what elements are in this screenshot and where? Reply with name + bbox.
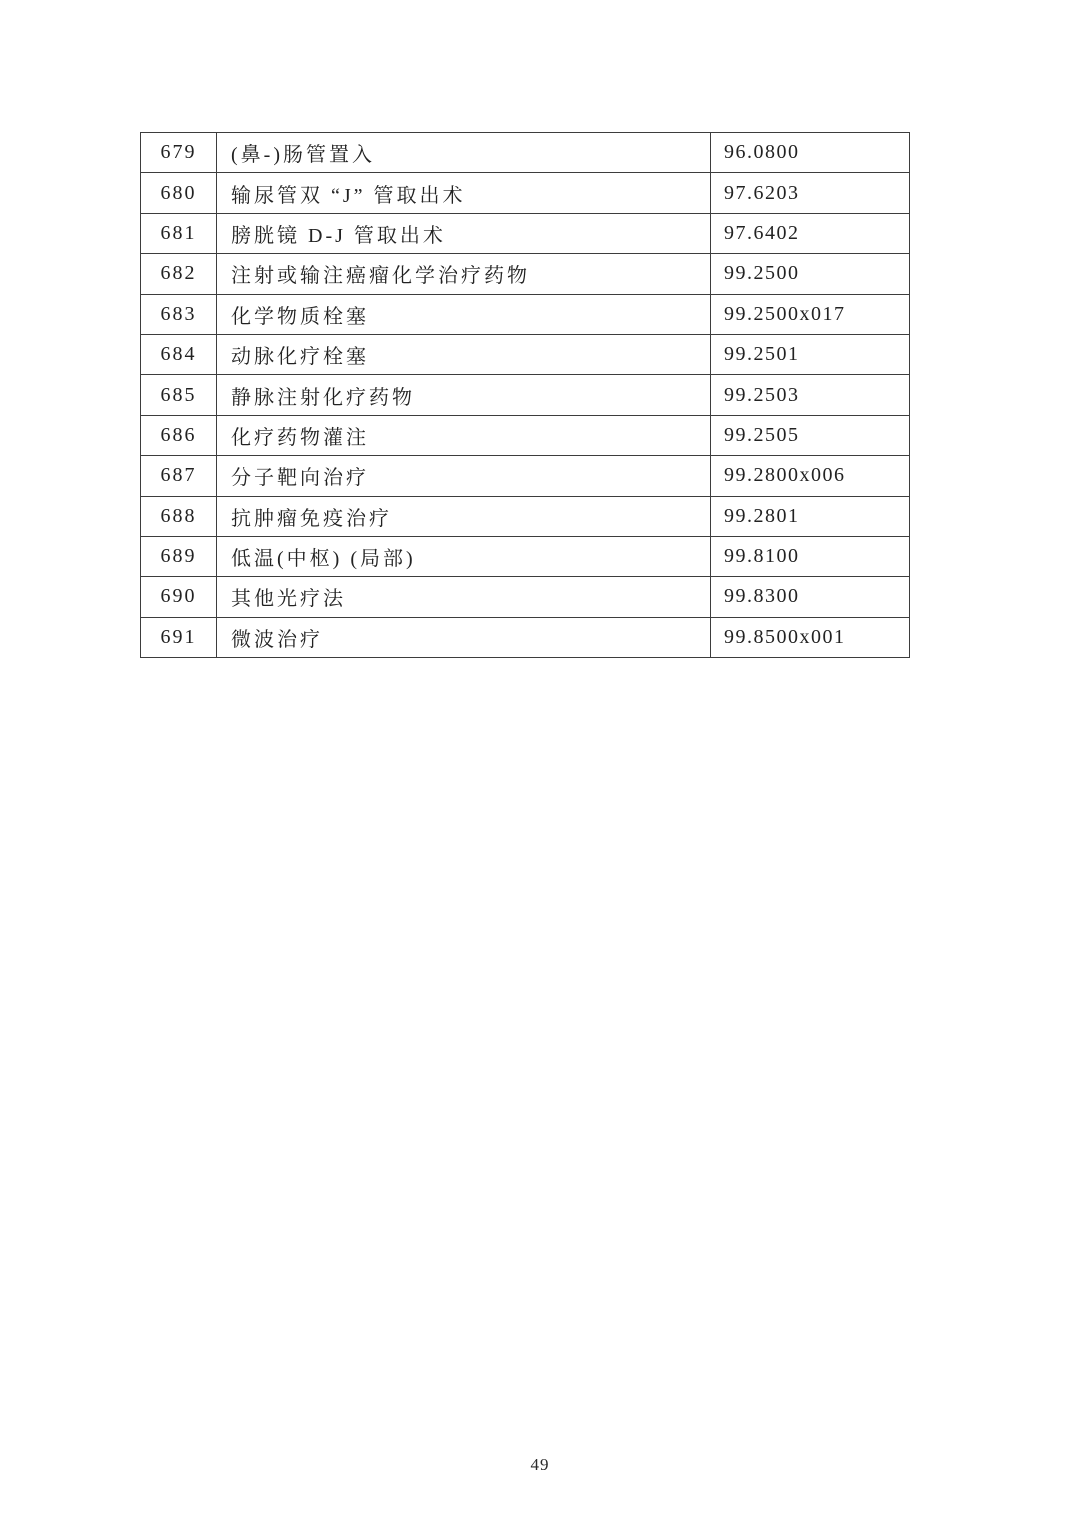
procedure-code-cell: 99.2800x006 — [711, 456, 910, 496]
procedure-code-cell: 99.2503 — [711, 375, 910, 415]
row-index-cell: 686 — [141, 415, 217, 455]
procedure-name-cell: 注射或输注癌瘤化学治疗药物 — [217, 254, 711, 294]
procedure-code-cell: 99.2801 — [711, 496, 910, 536]
table-row — [141, 334, 910, 374]
row-index-cell: 687 — [141, 456, 217, 496]
table-row — [141, 294, 910, 334]
procedure-name-cell: 化学物质栓塞 — [217, 294, 711, 334]
row-index-cell: 691 — [141, 617, 217, 657]
table-row — [141, 617, 910, 657]
table-row — [141, 415, 910, 455]
procedure-name-cell: 微波治疗 — [217, 617, 711, 657]
table-row — [141, 133, 910, 173]
table-row — [141, 173, 910, 213]
table-row — [141, 496, 910, 536]
procedure-code-table-body — [141, 133, 910, 658]
row-index-cell: 679 — [141, 133, 217, 173]
page-number: 49 — [530, 1455, 550, 1474]
procedure-code-cell: 99.8100 — [711, 536, 910, 576]
procedure-code-cell: 99.8300 — [711, 577, 910, 617]
procedure-code-table — [140, 132, 910, 658]
procedure-name-cell: 抗肿瘤免疫治疗 — [217, 496, 711, 536]
procedure-name-cell: 其他光疗法 — [217, 577, 711, 617]
procedure-name-cell: 动脉化疗栓塞 — [217, 334, 711, 374]
row-index-cell: 689 — [141, 536, 217, 576]
procedure-name-cell: 输尿管双 “J” 管取出术 — [217, 173, 711, 213]
procedure-name-cell: 低温(中枢) (局部) — [217, 536, 711, 576]
procedure-code-cell: 99.2500 — [711, 254, 910, 294]
procedure-code-cell: 99.2501 — [711, 334, 910, 374]
row-index-cell: 681 — [141, 213, 217, 253]
row-index-cell: 688 — [141, 496, 217, 536]
table-row — [141, 254, 910, 294]
procedure-code-cell: 99.2500x017 — [711, 294, 910, 334]
row-index-cell: 685 — [141, 375, 217, 415]
procedure-code-cell: 97.6203 — [711, 173, 910, 213]
table-row — [141, 577, 910, 617]
row-index-cell: 690 — [141, 577, 217, 617]
table-row — [141, 375, 910, 415]
procedure-name-cell: 分子靶向治疗 — [217, 456, 711, 496]
row-index-cell: 684 — [141, 334, 217, 374]
procedure-name-cell: 静脉注射化疗药物 — [217, 375, 711, 415]
row-index-cell: 683 — [141, 294, 217, 334]
table-row — [141, 456, 910, 496]
procedure-name-cell: (鼻-)肠管置入 — [217, 133, 711, 173]
procedure-name-cell: 膀胱镜 D-J 管取出术 — [217, 213, 711, 253]
row-index-cell: 682 — [141, 254, 217, 294]
row-index-cell: 680 — [141, 173, 217, 213]
procedure-code-cell: 97.6402 — [711, 213, 910, 253]
table-row — [141, 213, 910, 253]
procedure-name-cell: 化疗药物灌注 — [217, 415, 711, 455]
procedure-code-cell: 96.0800 — [711, 133, 910, 173]
procedure-code-cell: 99.8500x001 — [711, 617, 910, 657]
procedure-code-cell: 99.2505 — [711, 415, 910, 455]
table-row — [141, 536, 910, 576]
